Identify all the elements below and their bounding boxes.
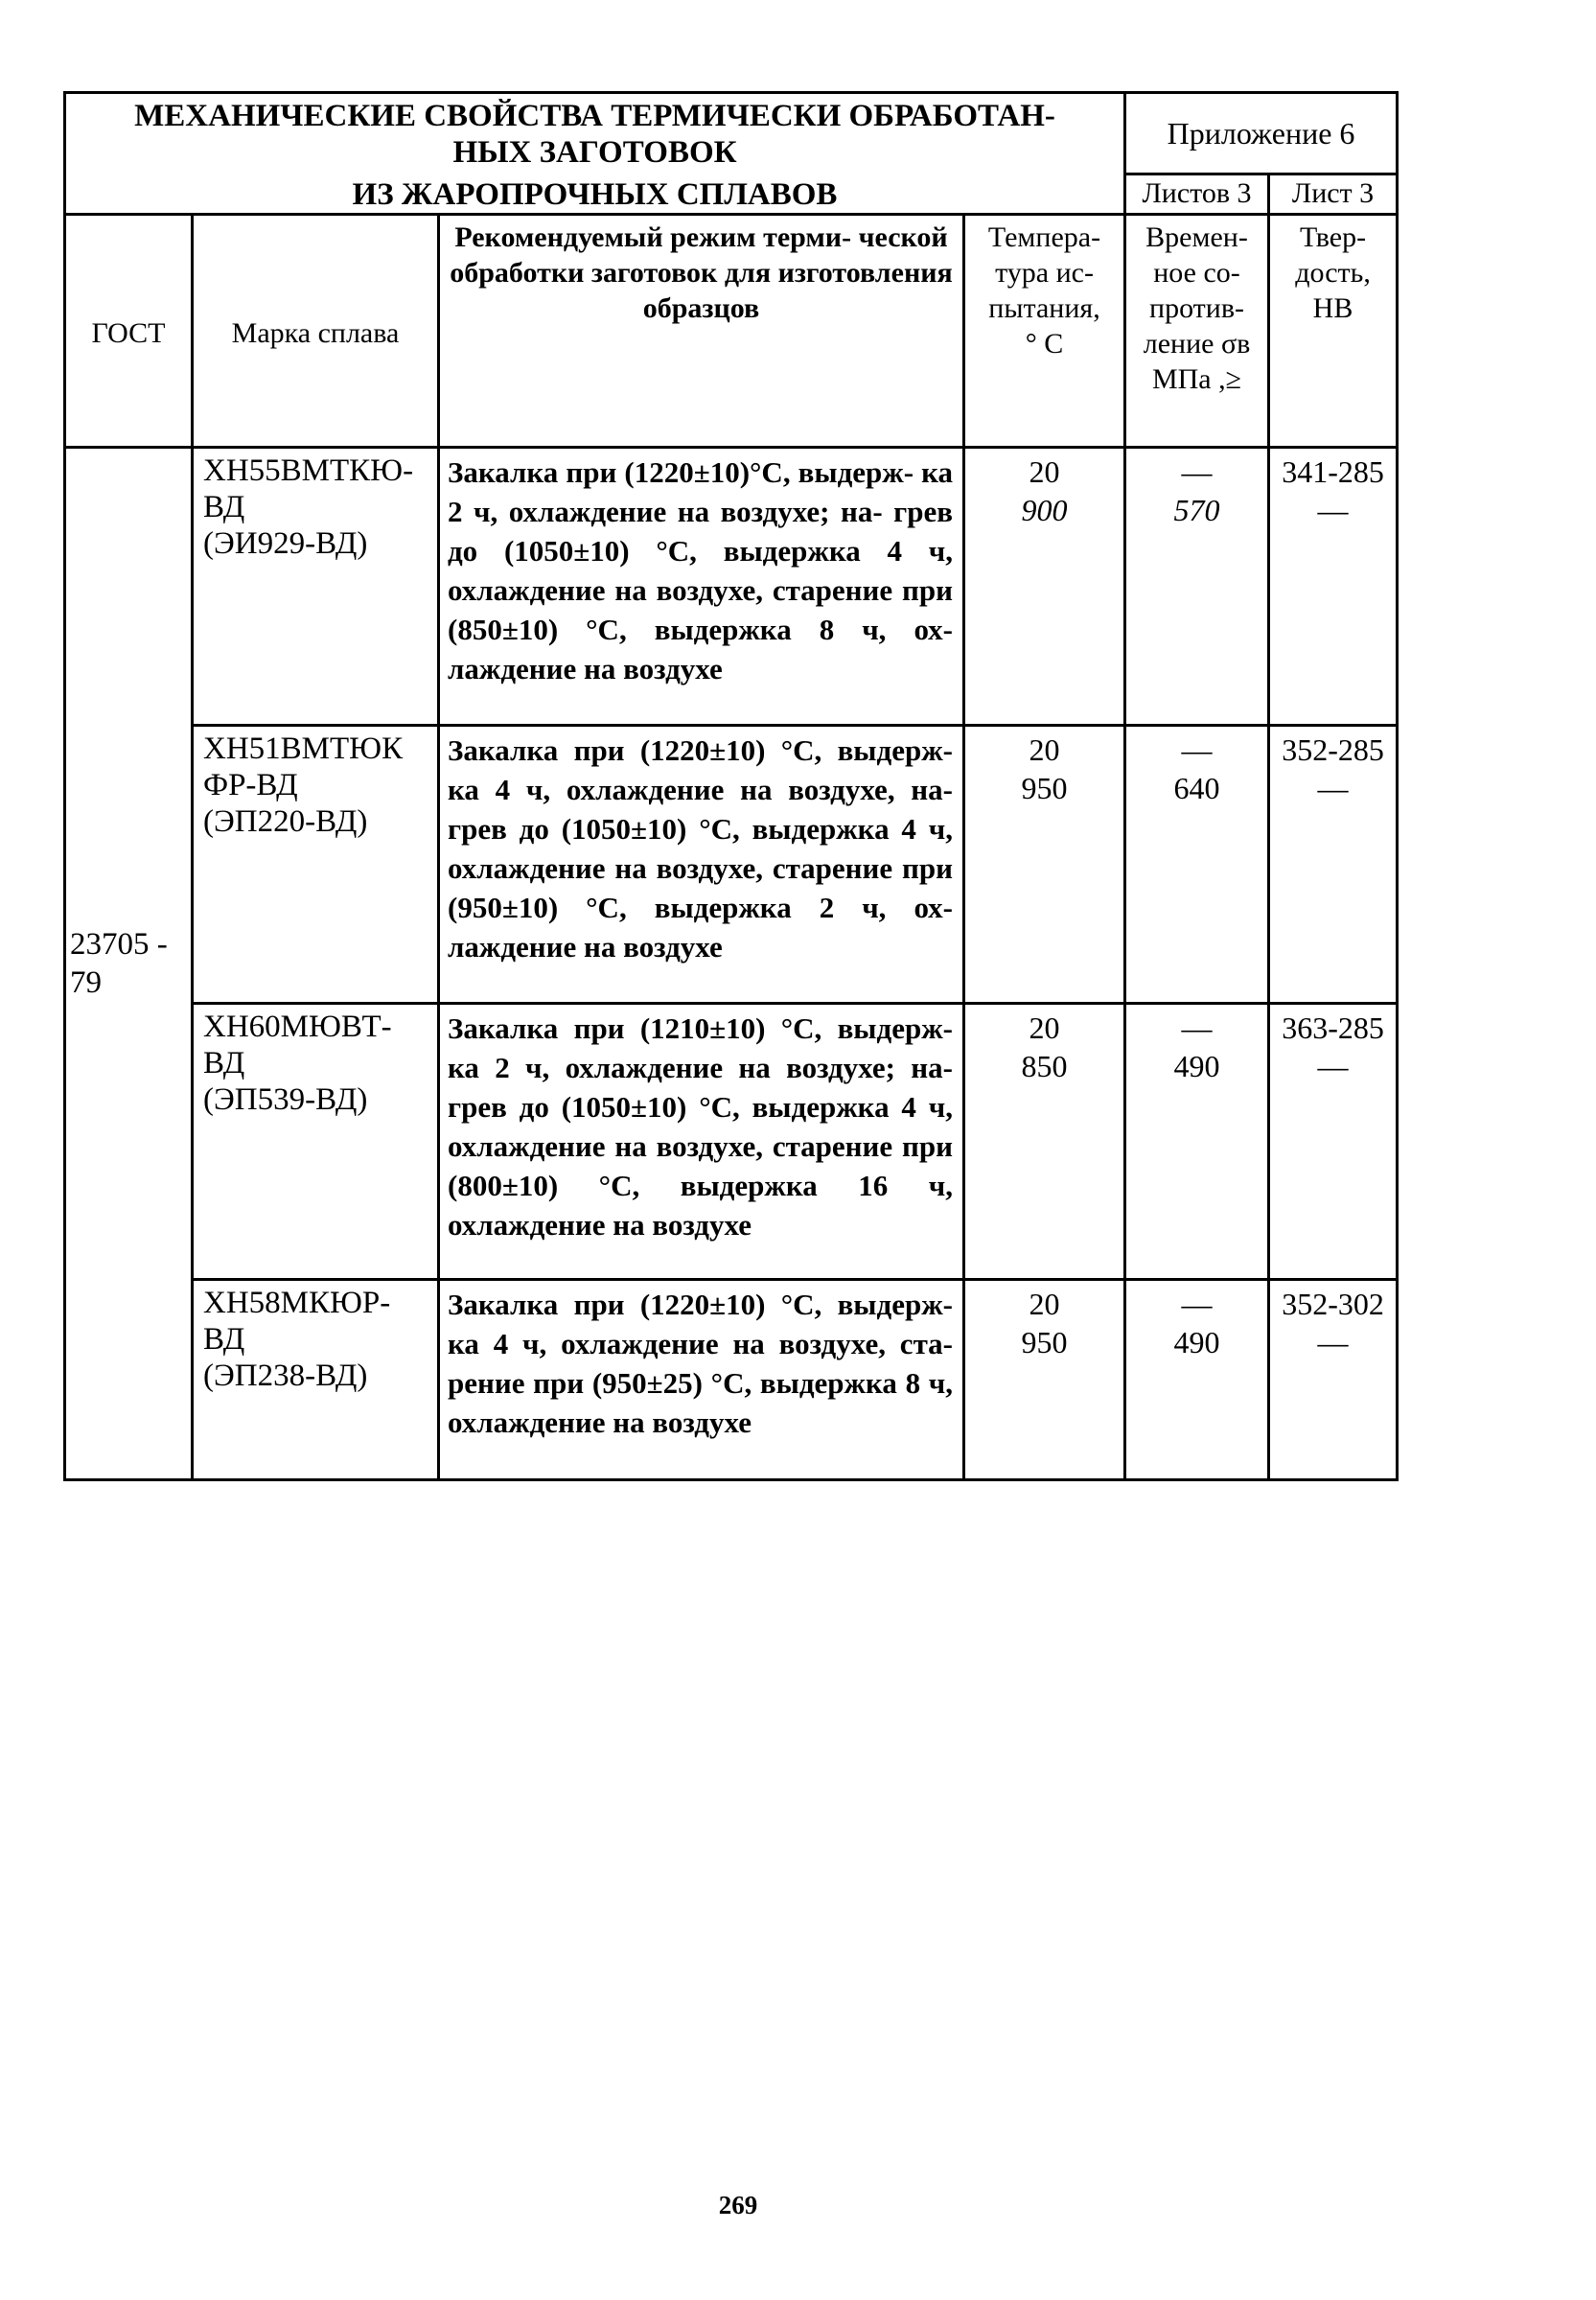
heat-treatment-mode: Закалка при (1210±10) °С, выдерж- ка 2 ч, охлаждение на воздухе; на- грев до (1050±10) °С, выдержка 4 ч, охлаждение на воздухе, старение при (800±10) °С, выдержка 16 ч, охлаждение на воздухе: [439, 1004, 964, 1280]
header-grade: Марка сплава: [193, 215, 439, 448]
table-row: [65, 448, 1398, 726]
table-title: [65, 93, 1125, 215]
title-line-1: МЕХАНИЧЕСКИЕ СВОЙСТВА ТЕРМИЧЕСКИ ОБРАБОТАН-: [134, 99, 1055, 133]
table-row: [65, 1280, 1398, 1480]
header-mode: Рекомендуемый режим терми- ческой обработки заготовок для изготовления образцов: [439, 215, 964, 448]
page-number: 269: [718, 2191, 758, 2219]
test-temperature: 20 850: [964, 1004, 1125, 1280]
tensile-strength: — 640: [1125, 726, 1269, 1004]
alloy-grade: ХН60МЮВТ- ВД (ЭП539-ВД): [193, 1004, 439, 1280]
heat-treatment-mode: Закалка при (1220±10)°С, выдерж- ка 2 ч, охлаждение на воздухе; на- грев до (1050±10) °С, выдержка 4 ч, охлаждение на воздухе, старение при (850±10) °С, выдержка 8 ч, ох- лаждение на воздухе: [439, 448, 964, 726]
sheet-number: Лист 3: [1269, 174, 1398, 214]
alloy-grade: ХН58МКЮР- ВД (ЭП238-ВД): [193, 1280, 439, 1480]
test-temperature: 20 950: [964, 1280, 1125, 1480]
header-gost: ГОСТ: [65, 215, 193, 448]
hardness-hb: 341-285 —: [1269, 448, 1398, 726]
gost-value: 23705 - 79: [65, 448, 193, 1480]
test-temperature: 20 900: [964, 448, 1125, 726]
alloy-grade: ХН51ВМТЮК ФР-ВД (ЭП220-ВД): [193, 726, 439, 1004]
table-row: [65, 726, 1398, 1004]
hardness-hb: 352-302 —: [1269, 1280, 1398, 1480]
heat-treatment-mode: Закалка при (1220±10) °С, выдерж- ка 4 ч, охлаждение на воздухе, ста- рение при (950±25) °С, выдержка 8 ч, охлаждение на воздухе: [439, 1280, 964, 1480]
table-row: [65, 1004, 1398, 1280]
alloy-grade: ХН55ВМТКЮ- ВД (ЭИ929-ВД): [193, 448, 439, 726]
header-hardness: Твер- дость, НВ: [1269, 215, 1398, 448]
title-line-2: НЫХ ЗАГОТОВОК: [452, 135, 737, 170]
header-temp: Темпера- тура ис- пытания, ° С: [964, 215, 1125, 448]
heat-treatment-mode: Закалка при (1220±10) °С, выдерж- ка 4 ч, охлаждение на воздухе, на- грев до (1050±10) °С, выдержка 4 ч, охлаждение на воздухе, старение при (950±10) °С, выдержка 2 ч, ох- лаждение на воздухе: [439, 726, 964, 1004]
tensile-strength: — 490: [1125, 1004, 1269, 1280]
appendix-label: Приложение 6: [1125, 93, 1398, 174]
header-strength: Времен- ное со- против- ление σв МПа ,≥: [1125, 215, 1269, 448]
tensile-strength: — 570: [1125, 448, 1269, 726]
title-line-3: ИЗ ЖАРОПРОЧНЫХ СПЛАВОВ: [352, 177, 838, 212]
hardness-hb: 352-285 —: [1269, 726, 1398, 1004]
sheets-total: Листов 3: [1125, 174, 1269, 214]
tensile-strength: — 490: [1125, 1280, 1269, 1480]
properties-table: [63, 91, 1399, 1481]
test-temperature: 20 950: [964, 726, 1125, 1004]
hardness-hb: 363-285 —: [1269, 1004, 1398, 1280]
